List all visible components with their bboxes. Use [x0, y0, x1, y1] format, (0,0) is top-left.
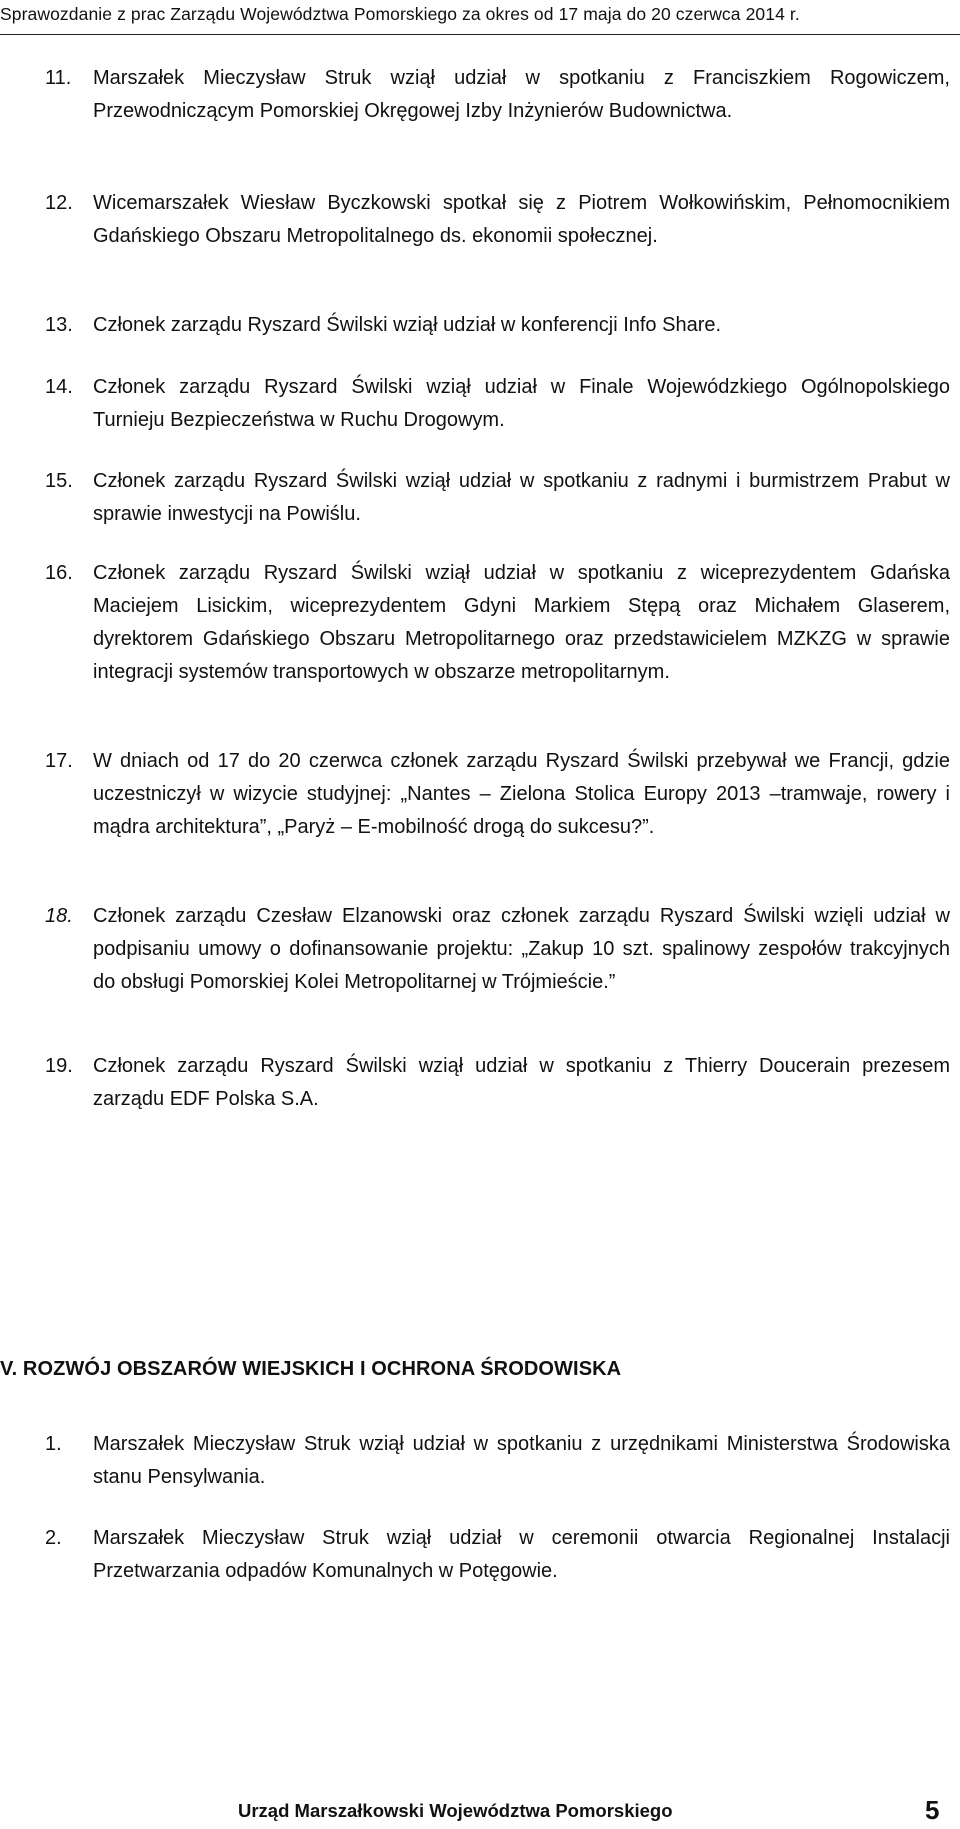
list-item-number: 15.: [45, 470, 73, 492]
list-item-number: 2.: [45, 1527, 62, 1549]
list-item-text: Członek zarządu Ryszard Świlski wziął udział w spotkaniu z wiceprezydentem Gdańska Maciejem Lisickim, wiceprezydentem Gdyni Markiem Stępą oraz Michałem Glaserem, dyrektorem Gdańskiego Obszaru Metropolitarnego oraz przedstawicielem MZKZG w sprawie integracji systemów transportowych w obszarze metropolitarnym.: [93, 562, 950, 683]
list-item-text: Marszałek Mieczysław Struk wziął udział w ceremonii otwarcia Regionalnej Instalacji Przetwarzania odpadów Komunalnych w Potęgowie.: [93, 1527, 950, 1582]
list-item: [45, 1428, 950, 1494]
list-item-text: Członek zarządu Czesław Elzanowski oraz członek zarządu Ryszard Świlski wzięli udział w podpisaniu umowy o dofinansowanie projektu: „Zakup 10 szt. spalinowy zespołów trakcyjnych do obsługi Pomorskiej Kolei Metropolitarnej w Trójmieście.”: [93, 905, 950, 993]
list-item-text: Członek zarządu Ryszard Świlski wziął udział w spotkaniu z Thierry Doucerain prezesem zarządu EDF Polska S.A.: [93, 1055, 950, 1110]
list-item-text: Członek zarządu Ryszard Świlski wziął udział w Finale Wojewódzkiego Ogólnopolskiego Turnieju Bezpieczeństwa w Ruchu Drogowym.: [93, 376, 950, 431]
list-item-number: 16.: [45, 562, 73, 584]
list-item: [45, 1050, 950, 1116]
list-item: [45, 745, 950, 844]
list-item-number: 13.: [45, 314, 73, 336]
section-heading: V. ROZWÓJ OBSZARÓW WIEJSKICH I OCHRONA ŚRODOWISKA: [0, 1358, 622, 1380]
list-item-number: 11.: [45, 67, 72, 89]
page-header: [0, 0, 960, 35]
list-item-text: Członek zarządu Ryszard Świlski wziął udział w spotkaniu z radnymi i burmistrzem Prabut w sprawie inwestycji na Powiślu.: [93, 470, 950, 525]
list-item-number: 17.: [45, 750, 73, 772]
list-item: [45, 557, 950, 689]
list-item-number: 19.: [45, 1055, 73, 1077]
list-item: [45, 187, 950, 253]
list-item-number: 12.: [45, 192, 73, 214]
page-number: 5: [925, 1795, 940, 1825]
list-item-number: 1.: [45, 1433, 62, 1455]
list-item-number: 18.: [45, 905, 73, 927]
list-item: [45, 371, 950, 437]
list-item: [45, 309, 950, 342]
list-item-text: W dniach od 17 do 20 czerwca członek zarządu Ryszard Świlski przebywał we Francji, gdzie uczestniczył w wizycie studyjnej: „Nantes – Zielona Stolica Europy 2013 –tramwaje, rowery i mądra architektura”, „Paryż – E-mobilność drogą do sukcesu?”.: [93, 750, 950, 838]
list-item-text: Wicemarszałek Wiesław Byczkowski spotkał się z Piotrem Wołkowińskim, Pełnomocnikiem Gdańskiego Obszaru Metropolitalnego ds. ekonomii społecznej.: [93, 192, 950, 247]
list-item: [45, 900, 950, 999]
list-item-text: Marszałek Mieczysław Struk wziął udział w spotkaniu z urzędnikami Ministerstwa Środowiska stanu Pensylwania.: [93, 1433, 950, 1488]
list-item-text: Marszałek Mieczysław Struk wziął udział w spotkaniu z Franciszkiem Rogowiczem, Przewodniczącym Pomorskiej Okręgowej Izby Inżynierów Budownictwa.: [93, 67, 950, 122]
page-footer: Urząd Marszałkowski Województwa Pomorskiego: [238, 1800, 673, 1821]
list-item-number: 14.: [45, 376, 73, 398]
list-item: [45, 1522, 950, 1588]
list-item: [45, 465, 950, 531]
list-item-text: Członek zarządu Ryszard Świlski wziął udział w konferencji Info Share.: [93, 314, 722, 336]
list-item: [45, 62, 950, 128]
header-title: Sprawozdanie z prac Zarządu Województwa Pomorskiego za okres od 17 maja do 20 czerwca 2014 r.: [0, 4, 800, 24]
